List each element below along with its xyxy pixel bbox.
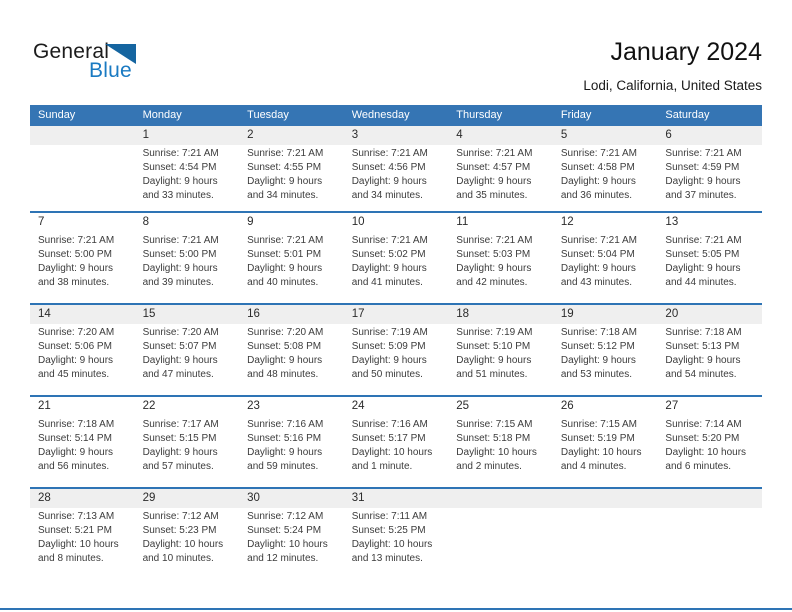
sunset-line: Sunset: 5:05 PM bbox=[665, 249, 740, 260]
day-cell bbox=[657, 232, 762, 290]
sunset-line: Sunset: 5:00 PM bbox=[38, 249, 112, 260]
sunset-line: Sunset: 5:25 PM bbox=[351, 525, 426, 536]
day-details-row bbox=[30, 508, 762, 566]
empty-day-cell bbox=[30, 145, 135, 203]
sunrise-line: Sunrise: 7:11 AM bbox=[351, 511, 428, 522]
week-row bbox=[30, 395, 762, 487]
sunset-line: Sunset: 5:04 PM bbox=[560, 249, 635, 260]
sunrise-line: Sunrise: 7:18 AM bbox=[38, 419, 115, 430]
sunrise-line: Sunrise: 7:21 AM bbox=[456, 148, 533, 159]
sunset-line: Sunset: 5:00 PM bbox=[142, 249, 217, 260]
daylight-line: Daylight: 9 hours and 48 minutes. bbox=[247, 355, 323, 380]
day-cell bbox=[657, 324, 762, 382]
day-cell bbox=[553, 416, 658, 474]
empty-day-number bbox=[657, 489, 762, 508]
daylight-line: Daylight: 10 hours and 10 minutes. bbox=[142, 539, 224, 564]
day-number-band bbox=[30, 126, 762, 145]
week-row bbox=[30, 487, 762, 579]
day-number: 31 bbox=[351, 492, 365, 504]
daylight-line: Daylight: 9 hours and 51 minutes. bbox=[456, 355, 532, 380]
daylight-line: Daylight: 9 hours and 42 minutes. bbox=[456, 263, 532, 288]
sunset-line: Sunset: 4:56 PM bbox=[351, 162, 426, 173]
day-cell bbox=[239, 508, 344, 566]
day-number-band bbox=[30, 305, 762, 324]
daylight-line: Daylight: 9 hours and 50 minutes. bbox=[351, 355, 427, 380]
day-number: 5 bbox=[560, 129, 568, 141]
sunrise-line: Sunrise: 7:20 AM bbox=[38, 327, 115, 338]
day-number: 25 bbox=[456, 400, 470, 412]
day-number: 13 bbox=[665, 216, 679, 228]
sunrise-line: Sunrise: 7:13 AM bbox=[38, 511, 115, 522]
day-cell bbox=[344, 508, 449, 566]
day-cell bbox=[448, 232, 553, 290]
sunrise-line: Sunrise: 7:18 AM bbox=[560, 327, 637, 338]
day-cell bbox=[239, 324, 344, 382]
sunset-line: Sunset: 5:09 PM bbox=[351, 341, 426, 352]
day-number: 10 bbox=[351, 216, 365, 228]
daylight-line: Daylight: 9 hours and 34 minutes. bbox=[351, 176, 427, 201]
daylight-line: Daylight: 9 hours and 39 minutes. bbox=[142, 263, 218, 288]
weeks-container bbox=[30, 126, 762, 579]
day-number-band bbox=[30, 213, 762, 232]
day-number: 16 bbox=[247, 308, 260, 320]
sunset-line: Sunset: 5:16 PM bbox=[247, 433, 322, 444]
weekday-header-cell: Tuesday bbox=[247, 109, 289, 121]
sunrise-line: Sunrise: 7:15 AM bbox=[560, 419, 637, 430]
weekday-header-cell: Sunday bbox=[38, 109, 76, 121]
sunrise-line: Sunrise: 7:21 AM bbox=[665, 148, 742, 159]
sunrise-line: Sunrise: 7:21 AM bbox=[351, 235, 428, 246]
day-number: 8 bbox=[142, 216, 149, 228]
sunset-line: Sunset: 4:54 PM bbox=[142, 162, 217, 173]
day-number: 23 bbox=[247, 400, 260, 412]
sunset-line: Sunset: 5:07 PM bbox=[142, 341, 217, 352]
day-cell bbox=[657, 145, 762, 203]
sunset-line: Sunset: 4:59 PM bbox=[665, 162, 740, 173]
day-number: 11 bbox=[456, 216, 469, 228]
week-row bbox=[30, 303, 762, 395]
bottom-rule bbox=[0, 608, 792, 610]
sunset-line: Sunset: 5:10 PM bbox=[456, 341, 531, 352]
sunrise-line: Sunrise: 7:16 AM bbox=[247, 419, 324, 430]
empty-day-number bbox=[553, 489, 658, 508]
day-cell bbox=[135, 508, 240, 566]
sunrise-line: Sunrise: 7:17 AM bbox=[142, 419, 219, 430]
day-number: 12 bbox=[560, 216, 574, 228]
sunrise-line: Sunrise: 7:21 AM bbox=[560, 235, 637, 246]
sunrise-line: Sunrise: 7:18 AM bbox=[665, 327, 742, 338]
sunset-line: Sunset: 5:03 PM bbox=[456, 249, 531, 260]
empty-day-cell bbox=[553, 508, 658, 566]
daylight-line: Daylight: 9 hours and 33 minutes. bbox=[142, 176, 218, 201]
sunset-line: Sunset: 5:06 PM bbox=[38, 341, 112, 352]
day-number-band bbox=[30, 397, 762, 416]
day-cell bbox=[553, 232, 658, 290]
day-number: 7 bbox=[38, 216, 45, 228]
sunset-line: Sunset: 4:57 PM bbox=[456, 162, 531, 173]
daylight-line: Daylight: 9 hours and 36 minutes. bbox=[560, 176, 636, 201]
sunrise-line: Sunrise: 7:14 AM bbox=[665, 419, 742, 430]
day-number: 2 bbox=[247, 129, 254, 141]
sunset-line: Sunset: 4:55 PM bbox=[247, 162, 322, 173]
logo-general-text: General bbox=[33, 40, 110, 63]
day-number: 22 bbox=[142, 400, 156, 412]
sunrise-line: Sunrise: 7:21 AM bbox=[247, 235, 324, 246]
day-details-row bbox=[30, 145, 762, 203]
daylight-line: Daylight: 9 hours and 45 minutes. bbox=[38, 355, 114, 380]
day-number: 24 bbox=[351, 400, 365, 412]
day-number: 26 bbox=[560, 400, 574, 412]
day-number: 28 bbox=[38, 492, 51, 504]
daylight-line: Daylight: 9 hours and 40 minutes. bbox=[247, 263, 323, 288]
day-details-row bbox=[30, 324, 762, 382]
sunrise-line: Sunrise: 7:12 AM bbox=[247, 511, 324, 522]
day-cell bbox=[344, 232, 449, 290]
sunset-line: Sunset: 5:18 PM bbox=[456, 433, 531, 444]
day-details-row bbox=[30, 232, 762, 290]
page-title: January 2024 bbox=[610, 38, 762, 66]
day-number: 3 bbox=[351, 129, 359, 141]
sunset-line: Sunset: 5:15 PM bbox=[142, 433, 217, 444]
daylight-line: Daylight: 9 hours and 34 minutes. bbox=[247, 176, 323, 201]
daylight-line: Daylight: 9 hours and 54 minutes. bbox=[665, 355, 741, 380]
daylight-line: Daylight: 10 hours and 6 minutes. bbox=[665, 447, 747, 472]
day-number: 4 bbox=[456, 129, 463, 141]
sunset-line: Sunset: 5:08 PM bbox=[247, 341, 322, 352]
daylight-line: Daylight: 9 hours and 47 minutes. bbox=[142, 355, 218, 380]
sunrise-line: Sunrise: 7:20 AM bbox=[142, 327, 219, 338]
empty-day-number bbox=[448, 489, 553, 508]
sunrise-line: Sunrise: 7:12 AM bbox=[142, 511, 219, 522]
daylight-line: Daylight: 10 hours and 8 minutes. bbox=[38, 539, 119, 564]
calendar-table bbox=[30, 105, 762, 579]
sunset-line: Sunset: 4:58 PM bbox=[560, 162, 635, 173]
day-cell bbox=[448, 416, 553, 474]
day-number: 27 bbox=[665, 400, 679, 412]
sunrise-line: Sunrise: 7:21 AM bbox=[247, 148, 324, 159]
day-number: 20 bbox=[665, 308, 679, 320]
day-cell bbox=[344, 324, 449, 382]
sunrise-line: Sunrise: 7:21 AM bbox=[38, 235, 115, 246]
daylight-line: Daylight: 9 hours and 38 minutes. bbox=[38, 263, 114, 288]
sunset-line: Sunset: 5:01 PM bbox=[247, 249, 322, 260]
empty-day-number bbox=[30, 126, 135, 145]
sunrise-line: Sunrise: 7:20 AM bbox=[247, 327, 324, 338]
sunset-line: Sunset: 5:19 PM bbox=[560, 433, 635, 444]
daylight-line: Daylight: 9 hours and 59 minutes. bbox=[247, 447, 323, 472]
week-row bbox=[30, 211, 762, 303]
empty-day-cell bbox=[657, 508, 762, 566]
day-cell bbox=[344, 416, 449, 474]
sunset-line: Sunset: 5:24 PM bbox=[247, 525, 322, 536]
empty-day-cell bbox=[448, 508, 553, 566]
weekday-header-cell: Wednesday bbox=[351, 109, 410, 121]
day-cell bbox=[135, 145, 240, 203]
sunrise-line: Sunrise: 7:21 AM bbox=[351, 148, 428, 159]
sunset-line: Sunset: 5:23 PM bbox=[142, 525, 217, 536]
day-cell bbox=[30, 324, 135, 382]
day-number: 14 bbox=[38, 308, 51, 320]
sunrise-line: Sunrise: 7:21 AM bbox=[560, 148, 637, 159]
day-cell bbox=[239, 416, 344, 474]
sunset-line: Sunset: 5:20 PM bbox=[665, 433, 740, 444]
sunrise-line: Sunrise: 7:21 AM bbox=[142, 235, 219, 246]
page-location: Lodi, California, United States bbox=[583, 78, 762, 93]
day-cell bbox=[30, 508, 135, 566]
sunset-line: Sunset: 5:12 PM bbox=[560, 341, 635, 352]
weekday-header-cell: Thursday bbox=[456, 109, 503, 121]
day-number: 6 bbox=[665, 129, 672, 141]
daylight-line: Daylight: 9 hours and 44 minutes. bbox=[665, 263, 741, 288]
day-cell bbox=[239, 145, 344, 203]
sunrise-line: Sunrise: 7:19 AM bbox=[351, 327, 428, 338]
day-number: 17 bbox=[351, 308, 365, 320]
day-cell bbox=[553, 145, 658, 203]
weekday-header-cell: Friday bbox=[560, 109, 592, 121]
day-cell bbox=[448, 324, 553, 382]
logo-blue-text: Blue bbox=[89, 59, 132, 82]
weekday-header-cell: Monday bbox=[142, 109, 182, 121]
day-number: 19 bbox=[560, 308, 574, 320]
sunset-line: Sunset: 5:21 PM bbox=[38, 525, 112, 536]
weekday-header-row bbox=[30, 105, 762, 126]
day-number: 18 bbox=[456, 308, 470, 320]
daylight-line: Daylight: 10 hours and 13 minutes. bbox=[351, 539, 433, 564]
day-cell bbox=[135, 324, 240, 382]
day-details-row bbox=[30, 416, 762, 474]
daylight-line: Daylight: 9 hours and 57 minutes. bbox=[142, 447, 218, 472]
day-number: 30 bbox=[247, 492, 260, 504]
day-cell bbox=[553, 324, 658, 382]
daylight-line: Daylight: 9 hours and 56 minutes. bbox=[38, 447, 114, 472]
daylight-line: Daylight: 9 hours and 43 minutes. bbox=[560, 263, 636, 288]
day-number: 21 bbox=[38, 400, 51, 412]
daylight-line: Daylight: 9 hours and 53 minutes. bbox=[560, 355, 636, 380]
day-number: 15 bbox=[142, 308, 156, 320]
sunset-line: Sunset: 5:13 PM bbox=[665, 341, 740, 352]
day-number-band bbox=[30, 489, 762, 508]
day-cell bbox=[239, 232, 344, 290]
day-cell bbox=[448, 145, 553, 203]
logo bbox=[33, 40, 173, 88]
day-number: 1 bbox=[142, 129, 149, 141]
daylight-line: Daylight: 10 hours and 1 minute. bbox=[351, 447, 433, 472]
sunrise-line: Sunrise: 7:21 AM bbox=[665, 235, 742, 246]
sunset-line: Sunset: 5:02 PM bbox=[351, 249, 426, 260]
day-cell bbox=[30, 232, 135, 290]
daylight-line: Daylight: 10 hours and 12 minutes. bbox=[247, 539, 328, 564]
day-cell bbox=[30, 416, 135, 474]
week-row bbox=[30, 126, 762, 211]
weekday-header-cell: Saturday bbox=[665, 109, 710, 121]
day-cell bbox=[657, 416, 762, 474]
daylight-line: Daylight: 10 hours and 2 minutes. bbox=[456, 447, 537, 472]
day-cell bbox=[135, 232, 240, 290]
day-cell bbox=[135, 416, 240, 474]
sunset-line: Sunset: 5:14 PM bbox=[38, 433, 112, 444]
sunrise-line: Sunrise: 7:16 AM bbox=[351, 419, 428, 430]
day-number: 9 bbox=[247, 216, 254, 228]
sunrise-line: Sunrise: 7:15 AM bbox=[456, 419, 533, 430]
day-cell bbox=[344, 145, 449, 203]
daylight-line: Daylight: 9 hours and 41 minutes. bbox=[351, 263, 427, 288]
sunrise-line: Sunrise: 7:19 AM bbox=[456, 327, 533, 338]
sunset-line: Sunset: 5:17 PM bbox=[351, 433, 426, 444]
daylight-line: Daylight: 10 hours and 4 minutes. bbox=[560, 447, 642, 472]
sunrise-line: Sunrise: 7:21 AM bbox=[142, 148, 219, 159]
sunrise-line: Sunrise: 7:21 AM bbox=[456, 235, 533, 246]
daylight-line: Daylight: 9 hours and 37 minutes. bbox=[665, 176, 741, 201]
day-number: 29 bbox=[142, 492, 156, 504]
daylight-line: Daylight: 9 hours and 35 minutes. bbox=[456, 176, 532, 201]
